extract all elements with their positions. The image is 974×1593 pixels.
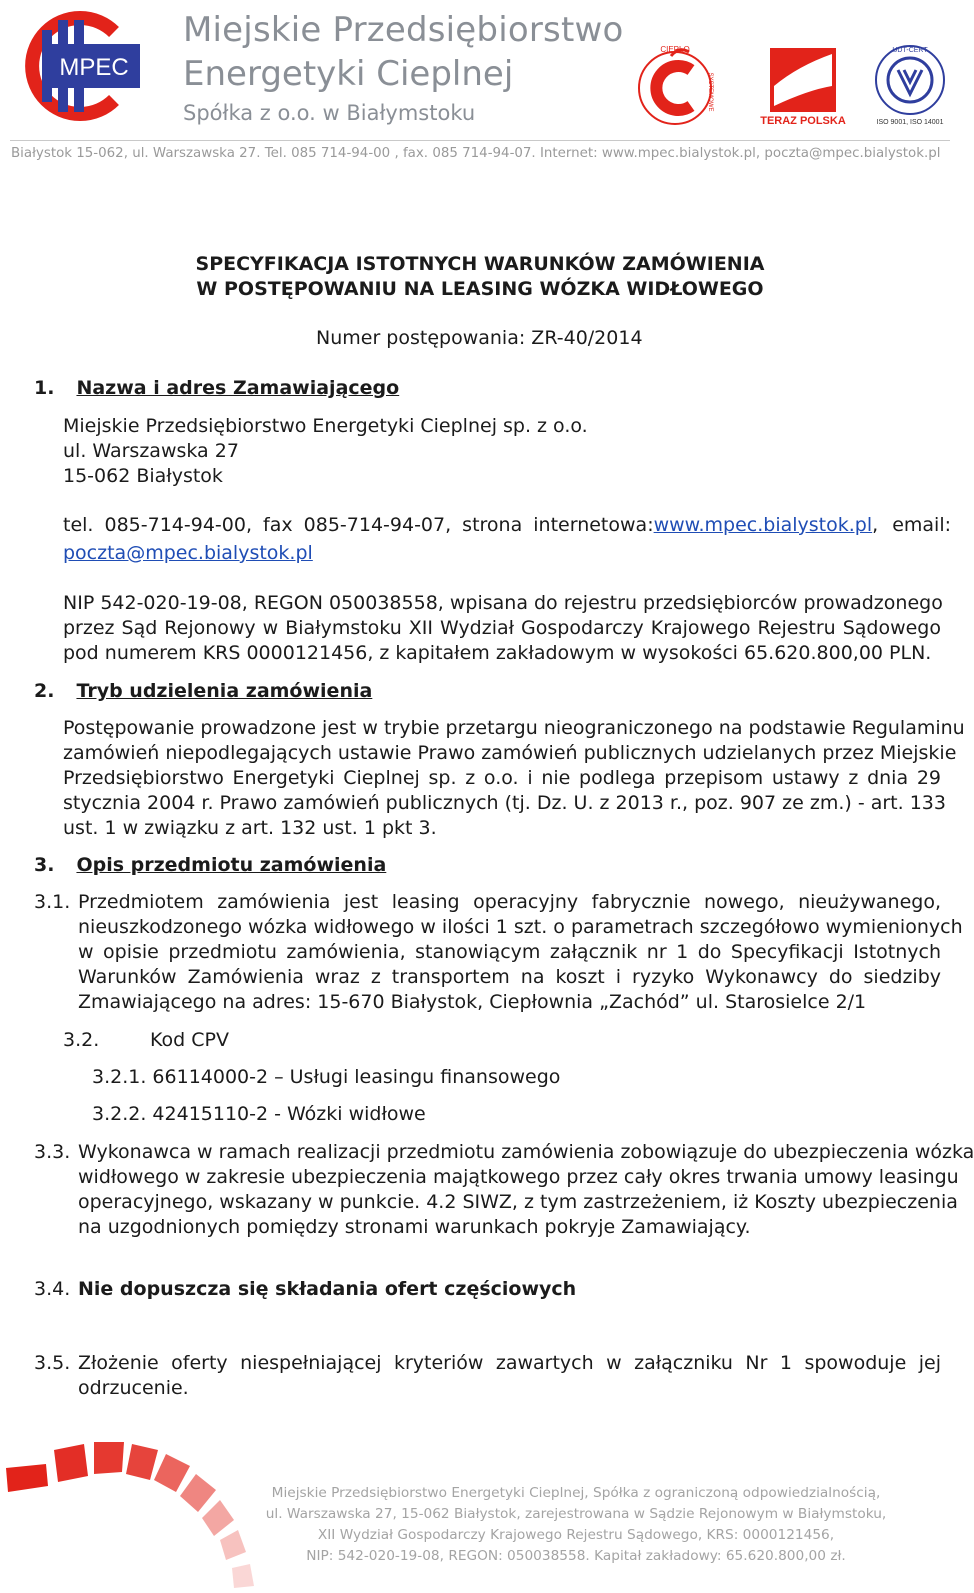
- company-name-line1: Miejskie Przedsiębiorstwo: [183, 10, 624, 50]
- mpec-logo: [14, 12, 144, 120]
- svg-text:TERAZ POLSKA: TERAZ POLSKA: [760, 115, 846, 127]
- point-3-1-number: 3.1.: [34, 891, 71, 913]
- header-contact-line: Białystok 15-062, ul. Warszawska 27. Tel. 085 714-94-00 , fax. 085 714-94-07. Internet: www.mpec.bialystok.pl, poczta@mpec.bialystok.pl: [11, 146, 941, 161]
- point-3-2-text: Kod CPV: [150, 1029, 229, 1051]
- registry-line: NIP 542-020-19-08, REGON 050038558, wpisana do rejestru przedsiębiorców prowadzonego przez Sąd Rejonowy w Białymstoku XII Wydział Gospodarczy Krajowego Rejestru Sądowego pod numerem KRS 0000121456, z kapitałem zakładowym w wysokości 65.620.800,00 PLN.: [63, 592, 943, 664]
- point-3-5-text: Złożenie oferty niespełniającej kryteriów zawartych w załączniku Nr 1 spowoduje jej odrzucenie.: [78, 1352, 941, 1399]
- address-line: Miejskie Przedsiębiorstwo Energetyki Cieplnej sp. z o.o.: [63, 415, 588, 437]
- address-line: ul. Warszawska 27: [63, 440, 239, 462]
- teraz-polska-emblem: [760, 46, 846, 128]
- svg-text:MPEC: MPEC: [59, 54, 129, 81]
- point-3-1-text: Przedmiotem zamówienia jest leasing operacyjny fabrycznie nowego, nieużywanego, nieuszkodzonego wózka widłowego w ilości 1 szt. o parametrach szczegółowo wymienionych w opisie przedmiotu zamówienia, stanowiącym załącznik nr 1 do Specyfikacji Istotnych Warunków Zamówienia wraz z transportem na koszt i ryzyko Wykonawcy do siedziby Zmawiającego na adres: 15-670 Białystok, Ciepłownia „Zachód” ul. Starosielce 2/1: [78, 891, 963, 1013]
- point-3-2-2: 3.2.2. 42415110-2 - Wózki widłowe: [92, 1103, 426, 1125]
- section-3-heading: 3. Opis przedmiotu zamówienia: [34, 854, 387, 876]
- svg-text:UDT-CERT: UDT-CERT: [892, 47, 928, 54]
- email-link[interactable]: poczta@mpec.bialystok.pl: [63, 542, 313, 564]
- point-3-4-number: 3.4.: [34, 1278, 71, 1300]
- contact-line: tel. 085-714-94-00, fax 085-714-94-07, strona internetowa: www.mpec.bialystok.pl, email:: [63, 514, 952, 536]
- point-3-3-number: 3.3.: [34, 1141, 71, 1163]
- company-name-line3: Spółka z o.o. w Białymstoku: [183, 101, 476, 125]
- svg-text:SYSTEMOWE: SYSTEMOWE: [707, 72, 713, 112]
- header-divider: [10, 140, 950, 141]
- letterhead: [0, 0, 960, 170]
- case-number: Numer postępowania: ZR-40/2014: [316, 327, 643, 349]
- company-name: [183, 8, 624, 130]
- footer-registration-info: Miejskie Przedsiębiorstwo Energetyki Cieplnej, Spółka z ograniczoną odpowiedzialnością, ul. Warszawska 27, 15-062 Białystok, zarejestrowana w Sądzie Rejonowym w Białymstoku, XII Wydział Gospodarczy Krajowego Rejestru Sądowego, KRS: 0000121456, NIP: 542-020-19-08, REGON: 050038558. Kapitał zakładowy: 65.620.800,00 zł.: [265, 1485, 887, 1564]
- website-link[interactable]: www.mpec.bialystok.pl: [653, 514, 873, 536]
- address-line: 15-062 Białystok: [63, 465, 223, 487]
- company-name-line2: Energetyki Cieplnej: [183, 54, 514, 94]
- document-title-line1: SPECYFIKACJA ISTOTNYCH WARUNKÓW ZAMÓWIENIA: [195, 253, 765, 275]
- section-1-heading: 1. Nazwa i adres Zamawiającego: [34, 377, 400, 399]
- point-3-4-text: Nie dopuszcza się składania ofert częściowych: [78, 1278, 577, 1300]
- document-title-line2: W POSTĘPOWANIU NA LEASING WÓZKA WIDŁOWEGO: [196, 278, 764, 300]
- cieplo-systemowe-badge: [635, 42, 717, 128]
- section-2-paragraph: Postępowanie prowadzone jest w trybie przetargu nieograniczonego na podstawie Regulaminu zamówień niepodlegających ustawie Prawo zamówień publicznych udzielanych przez Miejskie Przedsiębiorstwo Energetyki Cieplnej sp. z o.o. i nie podlega przepisom ustawy z dnia 29 stycznia 2004 r. Prawo zamówień publicznych (tj. Dz. U. z 2013 r., poz. 907 ze zm.) - art. 133 ust. 1 w związku z art. 132 ust. 1 pkt 3.: [63, 717, 965, 839]
- svg-text:CIEPŁO: CIEPŁO: [660, 45, 690, 54]
- point-3-2-1: 3.2.1. 66114000-2 – Usługi leasingu finansowego: [92, 1066, 561, 1088]
- point-3-5-number: 3.5.: [34, 1352, 71, 1374]
- section-2-heading: 2. Tryb udzielenia zamówienia: [34, 680, 373, 702]
- point-3-2-number: 3.2.: [63, 1029, 100, 1051]
- udt-cert-badge: [870, 42, 950, 128]
- point-3-3-text: Wykonawca w ramach realizacji przedmiotu zamówienia zobowiązuje do ubezpieczenia wózka widłowego w zakresie ubezpieczenia majątkowego przez cały okres trwania umowy leasingu operacyjnego, wskazany w punkcie. 4.2 SIWZ, z tym zastrzeżeniem, iż Koszty ubezpieczenia na uzgodnionych pomiędzy stronami warunkach pokryje Zamawiający.: [78, 1141, 974, 1238]
- svg-text:ISO 9001, ISO 14001: ISO 9001, ISO 14001: [876, 119, 944, 126]
- email-line: [63, 541, 313, 566]
